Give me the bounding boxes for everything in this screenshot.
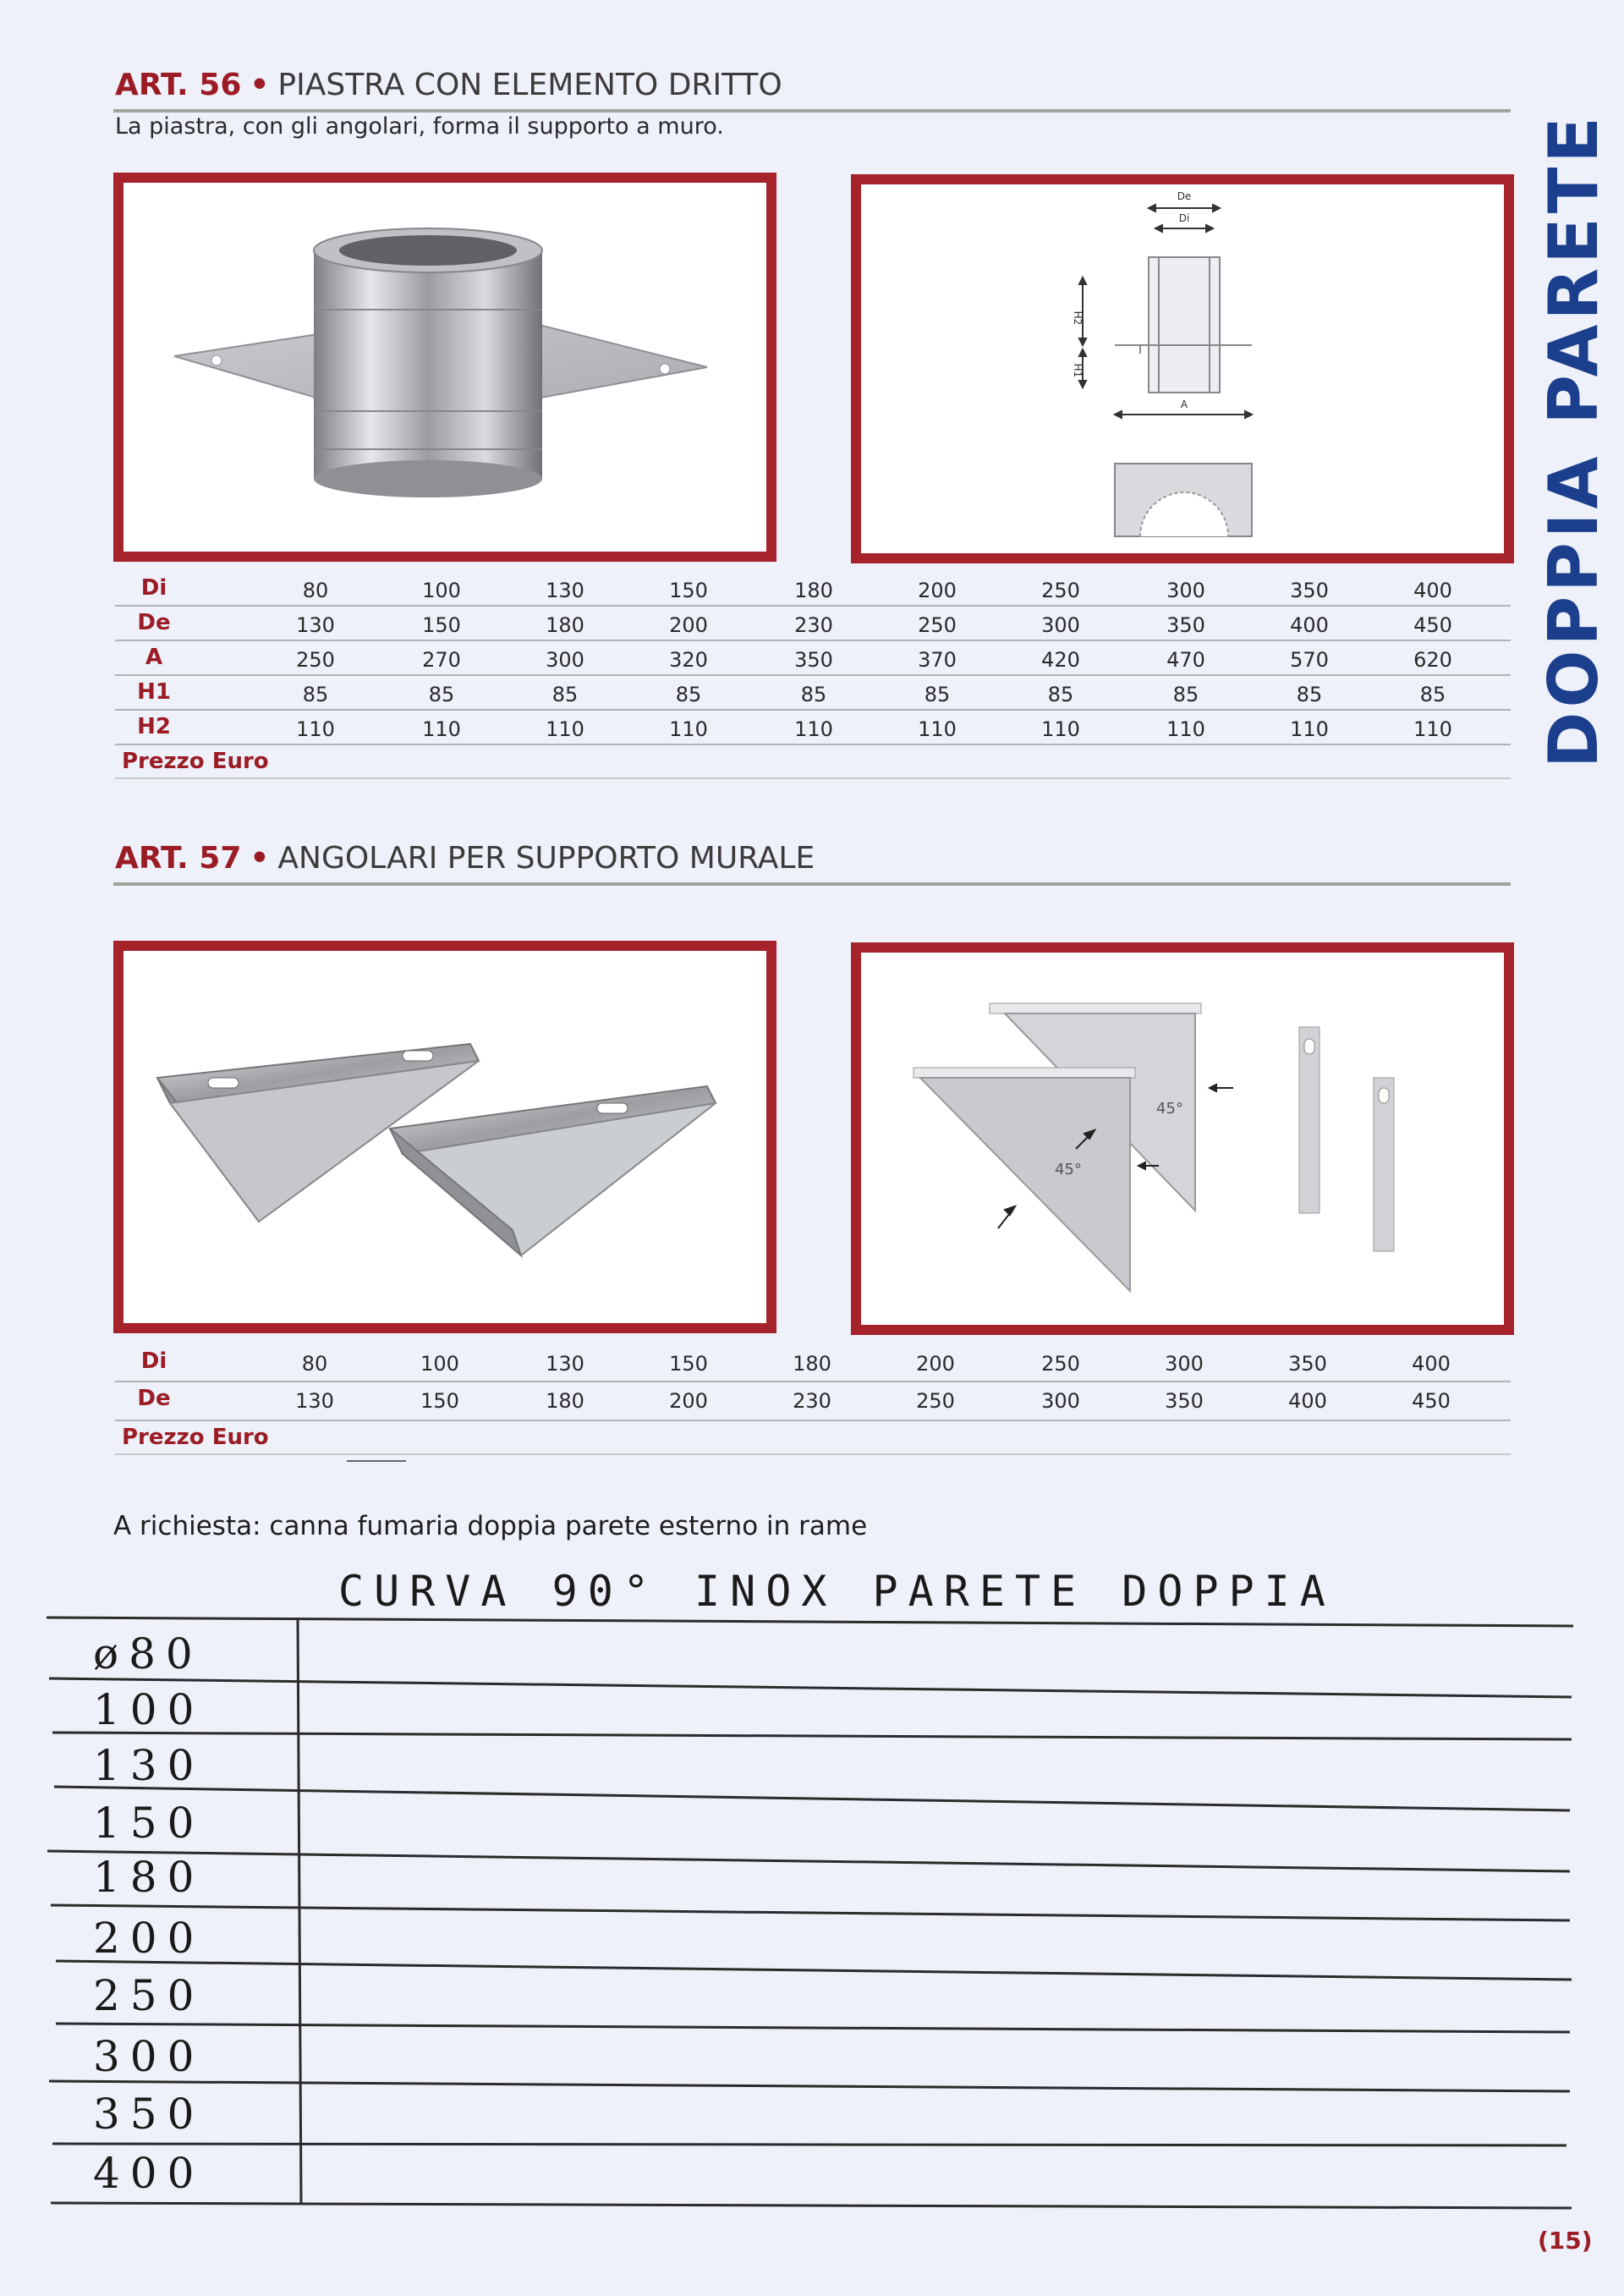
table-cell: 350 <box>1290 579 1329 602</box>
art57-code: ART. 57 <box>115 841 242 876</box>
price-label: Prezzo Euro <box>122 749 269 774</box>
table-cell: 110 <box>1290 717 1329 741</box>
table-cell: 85 <box>1172 683 1199 706</box>
handwritten-title: CURVA 90° INOX PARETE DOPPIA <box>338 1567 1336 1616</box>
de-label: De <box>1177 190 1192 202</box>
art56-title: PIASTRA CON ELEMENTO DRITTO <box>277 68 782 102</box>
row-label: H1 <box>137 679 171 705</box>
handwritten-size: 300 <box>93 2032 205 2081</box>
table-cell: 110 <box>1166 717 1205 741</box>
table-cell: 470 <box>1166 648 1205 672</box>
table-cell: 110 <box>296 717 335 741</box>
handwritten-size: 350 <box>93 2090 205 2139</box>
table-cell: 110 <box>1413 717 1452 741</box>
table-cell: 150 <box>669 579 708 602</box>
table-cell: 250 <box>1041 579 1080 602</box>
table-cell: 180 <box>546 613 584 637</box>
handwritten-size: 100 <box>93 1685 205 1734</box>
side-title-text: DOPPIA PARETE <box>1533 112 1613 768</box>
table-cell: 400 <box>1412 1352 1451 1376</box>
handwritten-size: 180 <box>93 1853 205 1902</box>
table-cell: 80 <box>301 1352 328 1376</box>
table-cell: 180 <box>794 579 833 602</box>
table-cell: 570 <box>1290 648 1329 672</box>
handwritten-size: 400 <box>93 2149 205 2198</box>
angle-label-lower: 45° <box>1055 1161 1082 1178</box>
handwritten-size: 250 <box>93 1971 205 2020</box>
table-cell: 200 <box>669 1389 708 1413</box>
table-cell: 230 <box>794 613 833 637</box>
table-cell: 250 <box>1041 1352 1080 1376</box>
table-cell: 400 <box>1413 579 1452 602</box>
table-cell: 85 <box>675 683 702 706</box>
table-cell: 180 <box>793 1352 831 1376</box>
table-cell: 130 <box>295 1389 334 1413</box>
table-cell: 350 <box>794 648 833 672</box>
handwritten-size: 150 <box>93 1799 205 1848</box>
table-cell: 110 <box>1041 717 1080 741</box>
table-cell: 130 <box>546 1352 584 1376</box>
table-cell: 200 <box>916 1352 955 1376</box>
art57-title: ANGOLARI PER SUPPORTO MURALE <box>277 841 815 876</box>
table-cell: 400 <box>1288 1389 1327 1413</box>
table-cell: 400 <box>1290 613 1329 637</box>
table-cell: 110 <box>918 717 957 741</box>
table-cell: 250 <box>296 648 335 672</box>
art56-code: ART. 56 <box>115 68 242 102</box>
table-cell: 110 <box>669 717 708 741</box>
table-cell: 150 <box>422 613 461 637</box>
request-note: A richiesta: canna fumaria doppia parete esterno in rame <box>113 1511 868 1541</box>
table-cell: 85 <box>924 683 951 706</box>
price-label: Prezzo Euro <box>122 1425 269 1450</box>
row-label: A <box>145 645 163 670</box>
page-number: (15) <box>1538 2227 1593 2255</box>
table-cell: 85 <box>800 683 827 706</box>
table-cell: 85 <box>302 683 329 706</box>
row-label: De <box>137 1386 171 1411</box>
table-cell: 110 <box>546 717 584 741</box>
table-cell: 320 <box>669 648 708 672</box>
handwritten-size: 130 <box>93 1741 205 1790</box>
di-label: Di <box>1178 212 1190 224</box>
table-cell: 80 <box>302 579 329 602</box>
table-cell: 150 <box>669 1352 708 1376</box>
table-cell: 200 <box>918 579 957 602</box>
table-cell: 200 <box>669 613 708 637</box>
table-cell: 300 <box>1166 579 1205 602</box>
table-cell: 180 <box>546 1389 584 1413</box>
table-cell: 110 <box>422 717 461 741</box>
art56-bullet: • <box>250 68 270 102</box>
table-cell: 85 <box>1296 683 1323 706</box>
table-cell: 370 <box>918 648 957 672</box>
table-cell: 300 <box>1041 1389 1080 1413</box>
table-cell: 85 <box>551 683 579 706</box>
table-cell: 300 <box>546 648 584 672</box>
table-cell: 85 <box>1047 683 1074 706</box>
table-cell: 110 <box>794 717 833 741</box>
table-cell: 85 <box>1419 683 1446 706</box>
table-cell: 350 <box>1288 1352 1327 1376</box>
table-cell: 450 <box>1412 1389 1451 1413</box>
a-label: A <box>1180 398 1188 410</box>
row-label: De <box>137 610 171 635</box>
table-cell: 300 <box>1165 1352 1204 1376</box>
art56-description: La piastra, con gli angolari, forma il supporto a muro. <box>115 113 724 140</box>
table-cell: 450 <box>1413 613 1452 637</box>
table-cell: 420 <box>1041 648 1080 672</box>
table-cell: 300 <box>1041 613 1080 637</box>
h2-label: H2 <box>1072 310 1084 326</box>
table-cell: 270 <box>422 648 461 672</box>
handwritten-size: 200 <box>93 1914 205 1963</box>
table-cell: 250 <box>916 1389 955 1413</box>
table-cell: 130 <box>546 579 584 602</box>
handwritten-size: ø80 <box>93 1629 203 1678</box>
table-cell: 100 <box>420 1352 459 1376</box>
table-cell: 100 <box>422 579 461 602</box>
table-cell: 85 <box>428 683 455 706</box>
h1-label: H1 <box>1072 363 1084 378</box>
art57-bullet: • <box>250 841 270 876</box>
table-cell: 250 <box>918 613 957 637</box>
table-cell: 350 <box>1166 613 1205 637</box>
row-label: Di <box>140 575 167 601</box>
table-cell: 130 <box>296 613 335 637</box>
table-cell: 350 <box>1165 1389 1204 1413</box>
angle-label-upper: 45° <box>1156 1100 1183 1118</box>
row-label: Di <box>140 1348 167 1374</box>
table-cell: 620 <box>1413 648 1452 672</box>
table-cell: 230 <box>793 1389 831 1413</box>
row-label: H2 <box>137 714 171 739</box>
table-cell: 150 <box>420 1389 459 1413</box>
